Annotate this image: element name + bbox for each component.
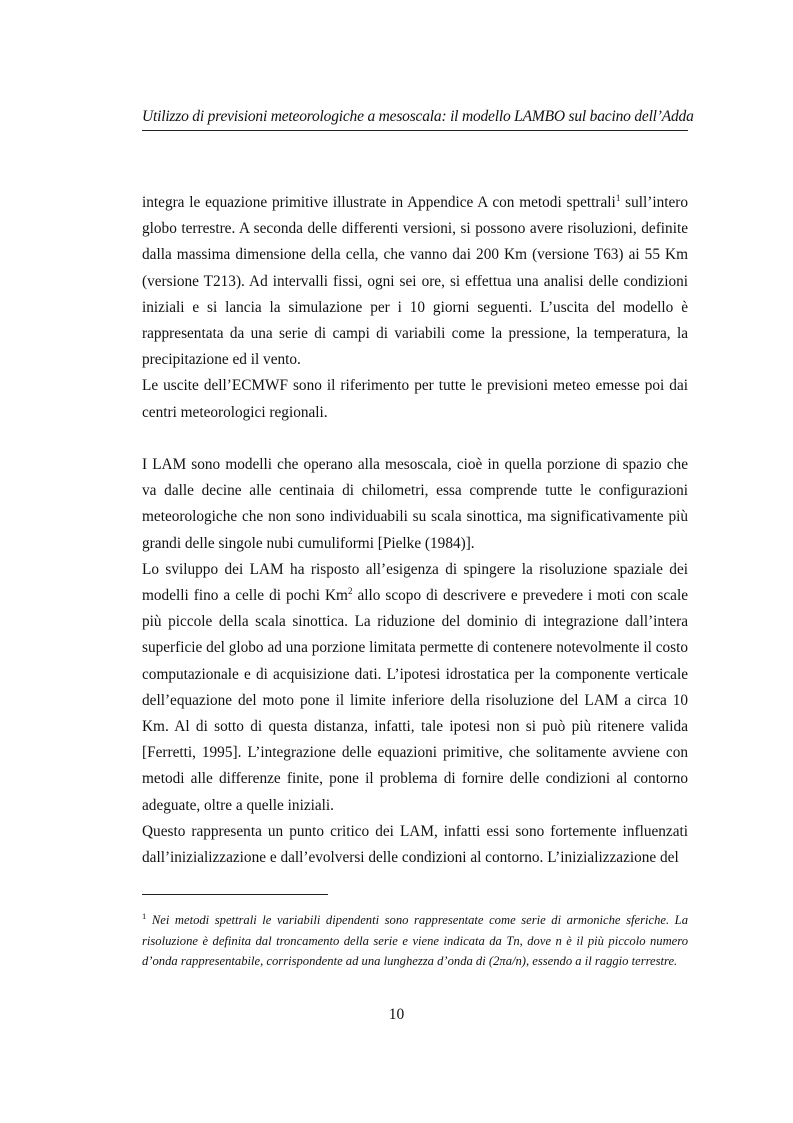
paragraph-1: integra le equazione primitive illustrate in Appendice A con metodi spettrali$^1$ sull’intero globo terrestre. A seconda delle differenti versioni, si possono avere risoluzioni, definite dalla massima dimensione della cella, che vanno dai 200 Km (versione T63) ai 55 Km (versione T213). Ad intervalli fissi, ogni sei ore, si effettua una analisi delle condizioni iniziali e si lancia la simulazione per i 10 giorni seguenti. L’uscita del modello è rappresentata da una serie di campi di variabili come la pressione, la temperatura, la precipitazione ed il vento. xyxy=(142,193,689,369)
pi-symbol: π xyxy=(499,954,506,968)
footnote-number: 1 xyxy=(142,911,147,921)
header-rule xyxy=(142,130,688,131)
footnote-rule xyxy=(142,894,328,895)
paragraph-5: Questo rappresenta un punto critico dei LAM, infatti essi sono fortemente influenzati dall’inizializzazione e dall’evolversi delle condizioni al contorno. L’inizializzazione del xyxy=(142,822,688,867)
paragraph-2: Le uscite dell’ECMWF sono il riferimento per tutte le previsioni meteo emesse poi dai centri meteorologici regionali. xyxy=(142,377,688,421)
superscript-2: 2 xyxy=(347,586,353,597)
page-number: 10 xyxy=(388,1006,405,1023)
footnote: $^1$ Nei metodi spettrali le variabili dipendenti sono rappresentate come serie di armoniche sferiche. La risoluzione è definita dal troncamento della serie e viene indicata da Tn, dove n è il più piccolo numero d’onda rappresentabile, corrispondente ad una lunghezza d’onda di (2πa/n), essendo a il raggio terrestre. xyxy=(142,911,688,968)
body-text xyxy=(142,190,688,871)
paragraph-3: I LAM sono modelli che operano alla mesoscala, cioè in quella porzione di spazio che va dalle decine alle centinaia di chilometri, essa comprende tutte le configurazioni meteorologiche che non sono individuabili su scala sinottica, ma significativamente più grandi delle singole nubi cumuliformi [Pielke (1984)]. xyxy=(142,456,688,552)
paragraph-4: Lo sviluppo dei LAM ha risposto all’esigenza di spingere la risoluzione spaziale dei modelli fino a celle di pochi Km$^2$ allo scopo di descrivere e prevedere i moti con scale più piccole della scala sinottica. La riduzione del dominio di integrazione dall’intera superficie del globo ad una porzione limitata permette di contenere notevolmente il costo computazionale e di acquisizione dati. L’ipotesi idrostatica per la componente verticale dell’equazione del moto pone il limite inferiore della risoluzione del LAM a circa 10 Km. Al di sotto di questa distanza, infatti, tale ipotesi non si può più ritenere valida [Ferretti, 1995]. L’integrazione delle equazioni primitive, che solitamente avviene con metodi alle differenze finite, pone il problema di fornire delle condizioni al contorno adeguate, oltre a quelle iniziali. xyxy=(142,560,688,814)
running-header: Utilizzo di previsioni meteorologiche a mesoscala: il modello LAMBO sul bacino dell’Adda xyxy=(142,108,694,125)
footnote-ref: 1 xyxy=(615,193,621,203)
